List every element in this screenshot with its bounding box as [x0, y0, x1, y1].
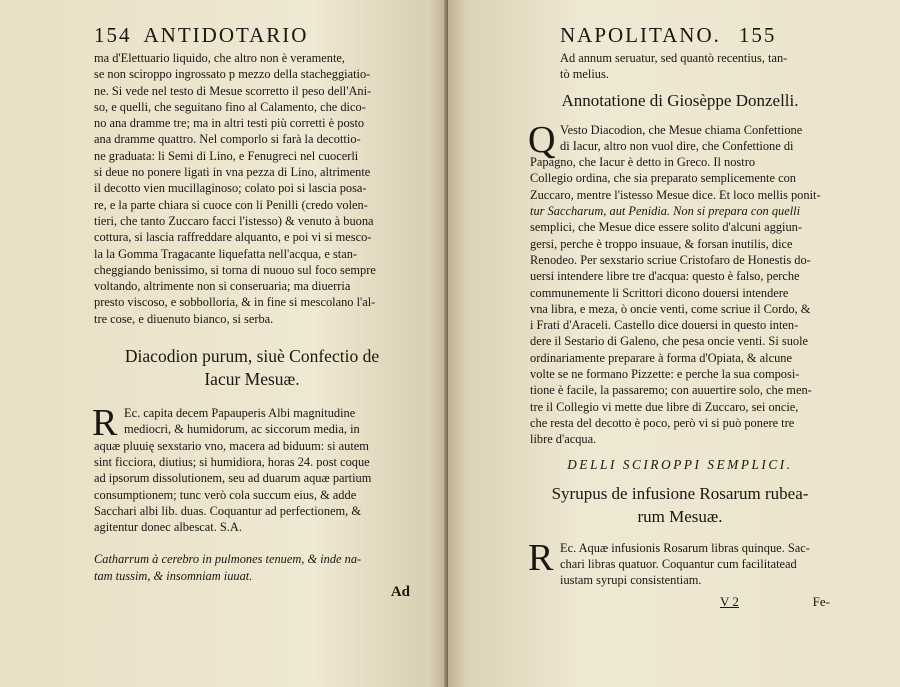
syrup-line: chari libras quatuor. Coquantur cum facilitatead — [560, 556, 797, 571]
text-line: il decotto vien mucillaginoso; colato poi si lascia posa- — [94, 181, 367, 196]
annotation-line: Renodeo. Per sexstario scriue Cristofaro de Honestis do- — [530, 252, 811, 267]
annotation-heading: Annotatione di Giosèppe Donzelli. — [561, 90, 799, 110]
signature-mark: V 2 — [720, 594, 739, 610]
syrup-recipe-paragraph — [528, 536, 830, 589]
text-line: tre cose, e diuenuto bianco, si serba. — [94, 311, 274, 326]
text-line: voltando, altrimente non si conseruaria; ma diuerria — [94, 279, 351, 294]
running-head-right-title: NAPOLITANO. — [560, 23, 721, 47]
annotation-line: semplici, che Mesue dice essere solito d'alcuni aggiun- — [530, 220, 802, 235]
left-page — [0, 0, 448, 687]
section-heading: DELLI SCIROPPI SEMPLICI. — [567, 456, 793, 472]
annotation-line: uersi intendere libre tre d'acqua: questo è falso, perche — [530, 269, 800, 284]
text-line: tieri, che tanto Zuccaro facci l'istesso) & venuto à buona — [94, 213, 374, 228]
syrup-heading-line-2: rum Mesuæ. — [637, 506, 723, 526]
recipe-line: mediocri, & humidorum, ac siccorum media, in — [124, 422, 360, 437]
running-head-left — [94, 22, 410, 48]
annotation-line: ordinariamente preparare à forma d'Opiata, & alcune — [530, 350, 792, 365]
catchword-left: Ad — [390, 584, 410, 601]
right-page — [448, 0, 900, 687]
annotation-line: volte se ne formano Pizzette: e perche la sua composi- — [530, 367, 800, 382]
recipe-line: agitentur donec albescat. S.A. — [94, 520, 242, 535]
recipe-line: Ec. capita decem Papauperis Albi magnitudine — [124, 406, 356, 421]
annotation-line: communemente li Scrittori dicono douersi intendere — [530, 285, 789, 300]
text-line: presto viscoso, e sobbolloria, & in fine si mescolano l'al- — [94, 295, 376, 310]
text-line: ne. Si vede nel testo di Mesue scorretto il peso dell'Ani- — [94, 83, 372, 98]
text-line: cheggiando benissimo, si torna di nuouo sul foco sempre — [94, 262, 376, 277]
recipe-line: ad ipsorum dissolutionem, seu ad duarum aquæ partium — [94, 471, 372, 486]
page-number-right: 155 — [738, 23, 777, 47]
text-line: ma d'Elettuario liquido, che altro non è veramente, — [94, 51, 345, 65]
annotation-line: libre d'acqua. — [530, 432, 597, 447]
syrup-line: Ec. Aquæ infusionis Rosarum libras quinque. Sac- — [560, 540, 810, 555]
page-footer — [530, 594, 830, 610]
annotation-paragraph — [528, 118, 830, 448]
annotation-line: tione è facile, la passaremo; con auuertire solo, che men- — [530, 383, 812, 398]
left-commentary-text — [94, 50, 410, 327]
text-line: se non sciroppo ingrossato p mezzo della stacheggiatio- — [94, 67, 371, 82]
recipe-line: aquæ pluuię sexstario vno, macera ad biduum: si autem — [94, 438, 369, 453]
annotation-line: gersi, perche è troppo insuaue, & forsan inutilis, dice — [530, 236, 793, 251]
intro-line: tò melius. — [560, 67, 609, 82]
annotation-line: Collegio ordina, che sia preparato semplicemente con — [530, 171, 796, 186]
indication-line-1: Catharrum à cerebro in pulmones tenuem, & inde na- — [94, 552, 362, 567]
annotation-line: i Frati d'Araceli. Castello dice douersi in questo inten- — [530, 318, 799, 333]
text-line: ana dramme quattro. Nel comporlo si farà la decottio- — [94, 132, 361, 147]
intro-line: Ad annum seruatur, sed quantò recentius, tan- — [560, 51, 788, 65]
recipe-heading-line-2: Iacur Mesuæ. — [204, 369, 300, 390]
syrup-heading-line-1: Syrupus de infusione Rosarum rubea- — [551, 483, 809, 503]
recipe-heading-line-1: Diacodion purum, siuè Confectio de — [124, 346, 380, 367]
annotation-line: dere il Sestario di Galeno, che pesa oncie venti. Si suole — [530, 334, 809, 349]
annotation-line: Zuccaro, mentre l'istesso Mesue dice. Et loco mellis ponit- — [530, 187, 821, 202]
page-number-left: 154 — [94, 23, 132, 47]
text-line: ne graduata: li Semi di Lino, e Fenugreci nel cuocerli — [94, 148, 359, 163]
annotation-line: che resta del decotto è poco, però vi si può ponere tre — [530, 415, 795, 430]
text-line: si deue no ponere ligati in vna pezza di Lino, altrimente — [94, 165, 371, 180]
dropcap-q: Q — [528, 118, 556, 161]
text-line: la la Gomma Tragacante liquefatta nell'acqua, e stan- — [94, 246, 358, 261]
dropcap-r: R — [92, 402, 118, 445]
annotation-line: Papagno, che Iacur è detto in Greco. Il nostro — [530, 155, 756, 170]
annotation-line: Vesto Diacodion, che Mesue chiama Confettione — [560, 122, 803, 137]
running-head-left-title: ANTIDOTARIO — [143, 23, 309, 47]
annotation-line: vna libra, e meza, ò oncie venti, come scriue il Cordo, & — [530, 301, 811, 316]
text-line: cottura, si lascia raffreddare alquanto, e poi vi si mesco- — [94, 230, 372, 245]
syrup-line: iustam syrupi consistentiam. — [560, 573, 702, 588]
recipe-line: consumptionem; tunc verò cola succum eius, & adde — [94, 487, 357, 502]
recipe-line: sint ficciora, diutius; si humidiora, horas 24. post coque — [94, 454, 370, 469]
indication-line-2: tam tussim, & insomniam iuuat. — [94, 568, 253, 583]
dropcap-r: R — [528, 536, 554, 579]
running-head-right — [530, 22, 830, 48]
text-line: so, e quelli, che seguitano fino al Calamento, che dico- — [94, 99, 366, 114]
text-line: no ana dramme tre; ma in altri testi più corretti è posto — [94, 116, 365, 131]
catchword-right: Fe- — [812, 594, 830, 610]
text-line: re, e la parte chiara si cuoce con li Penilli (credo volen- — [94, 197, 368, 212]
annotation-line: tre il Collegio vi mette due libre di Zuccaro, sei oncie, — [530, 399, 799, 414]
annotation-line: tur Saccharum, aut Penidia. Non si prepara con quelli — [530, 204, 801, 219]
annotation-line: di Iacur, altro non vuol dire, che Confettione di — [560, 138, 794, 153]
recipe-paragraph — [92, 402, 410, 535]
recipe-line: Sacchari albi lib. duas. Coquantur ad perfectionem, & — [94, 503, 362, 518]
